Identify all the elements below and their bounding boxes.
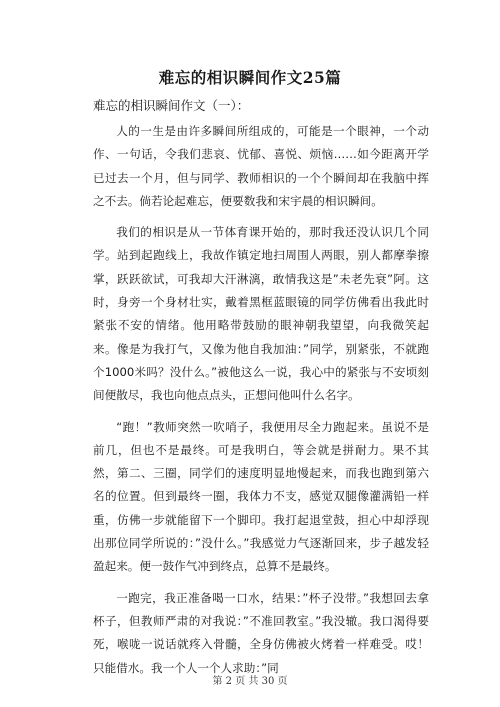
paragraph: 一跑完，我正准备喝一口水，结果：”杯子没带。”我想回去拿杯子，但教师严肃的对我说：”不准回教室。”我没辙。我口渴得要死，喉咙一说话就疼入骨髓，全身仿佛被火烤着一样难受。哎！只能借水。我一个人一个人求助：”同 xyxy=(93,590,429,675)
document-title: 难忘的相识瞬间作文25篇 xyxy=(158,68,342,87)
paragraph: “跑！”教师突然一吹哨子，我便用尽全力跑起来。虽说不是前几，但也不是最终。可是我明白，等会就是拼耐力。果不其然，第二、三圈，同学们的速度明显地慢起来，而我也跑到第六名的位置。但到最终一圈，我体力不支，感觉双腿像灌满铅一样重，仿佛一步就能留下一个脚印。我打起退堂鼓，担心中却浮现出那位同学所说的：”没什么。”我感觉力气逐渐回来，步子越发轻盈起来。便一鼓作气冲到终点，总算不是最终。 xyxy=(93,419,429,574)
document-body xyxy=(93,120,429,688)
document-subtitle: 难忘的相识瞬间作文（一）： xyxy=(93,98,250,113)
paragraph: 我们的相识是从一节体育课开始的，那时我还没认识几个同学。站到起跑线上，我故作镇定地扫周围人两眼，别人都摩拳擦掌，跃跃欲试，可我却大汗淋漓，敢情我这是”未老先衰”阿。这时，身旁一个身材壮实，戴着黑框蓝眼镜的同学仿佛看出我此时紧张不安的情绪。他用略带鼓励的眼神朝我望望，向我微笑起来。像是为我打气，又像为他自我加油：”同学，别紧张，不就跑个1000米吗？没什么。”被他这么一说，我心中的紧张与不安顷刻间便散尽，我也向他点点头，正想问他叫什么名字。 xyxy=(93,225,429,403)
paragraph: 人的一生是由许多瞬间所组成的，可能是一个眼神，一个动作、一句话，令我们悲哀、忧郁、喜悦、烦恼……如今距离开学已过去一个月，但与同学、教师相识的一个个瞬间却在我脑中挥之不去。倘若论起难忘，便要数我和宋宇晨的相识瞬间。 xyxy=(93,124,429,208)
page-number-footer: 第 2 页 共 30 页 xyxy=(212,676,288,687)
